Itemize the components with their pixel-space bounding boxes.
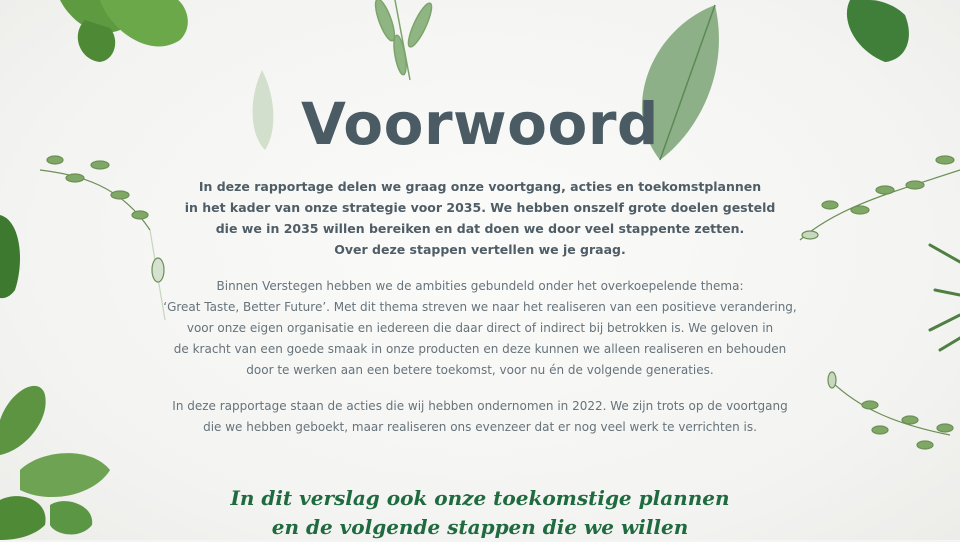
body-line: de kracht van een goede smaak in onze producten en deze kunnen we alleen realiseren en behouden [173,342,787,356]
intro-paragraph [140,176,820,260]
parsley-leaf-top-left [60,0,188,62]
body-paragraph-actions [140,396,820,438]
body-line: In deze rapportage staan de acties die wij hebben ondernomen in 2022. We zijn trots op de voortgang [172,399,788,413]
intro-line: die we in 2035 willen bereiken en dat doen we door veel stappente zetten. [215,221,745,236]
thyme-sprig-right [800,156,960,240]
herb-sprig-top [372,0,436,80]
body-line: door te werken aan een betere toekomst, voor nu én de volgende generaties. [246,363,714,377]
intro-line: in het kader van onze strategie voor 2035. We hebben onszelf grote doelen gesteld [184,200,776,215]
closing-statement [140,484,820,542]
body-line: Binnen Verstegen hebben we de ambities gebundeld onder het overkoepelende thema: [216,279,744,293]
body-line: ‘Great Taste, Better Future’. Met dit thema streven we naar het realiseren van een positieve verandering, [163,300,797,314]
body-paragraph-ambitions [140,276,820,381]
intro-line: In deze rapportage delen we graag onze voortgang, acties en toekomstplannen [198,179,762,194]
page-title: Voorwoord [301,90,659,158]
body-line: die we hebben geboekt, maar realiseren ons evenzeer dat er nog veel werk te verrichten is. [203,420,757,434]
serrated-leaf-left [0,215,20,298]
thyme-sprig-bottom-right [828,372,953,449]
oregano-bottom-left [0,386,110,540]
rosemary-right [930,245,960,350]
closing-line: In dit verslag ook onze toekomstige plannen [230,486,730,510]
body-line: voor onze eigen organisatie en iedereen die daar direct of indirect bij betrokken is. We geloven in [186,321,774,335]
mint-leaf-top-right [847,0,909,62]
intro-line: Over deze stappen vertellen we je graag. [334,242,626,257]
closing-line: en de volgende stappen die we willen [271,515,689,539]
